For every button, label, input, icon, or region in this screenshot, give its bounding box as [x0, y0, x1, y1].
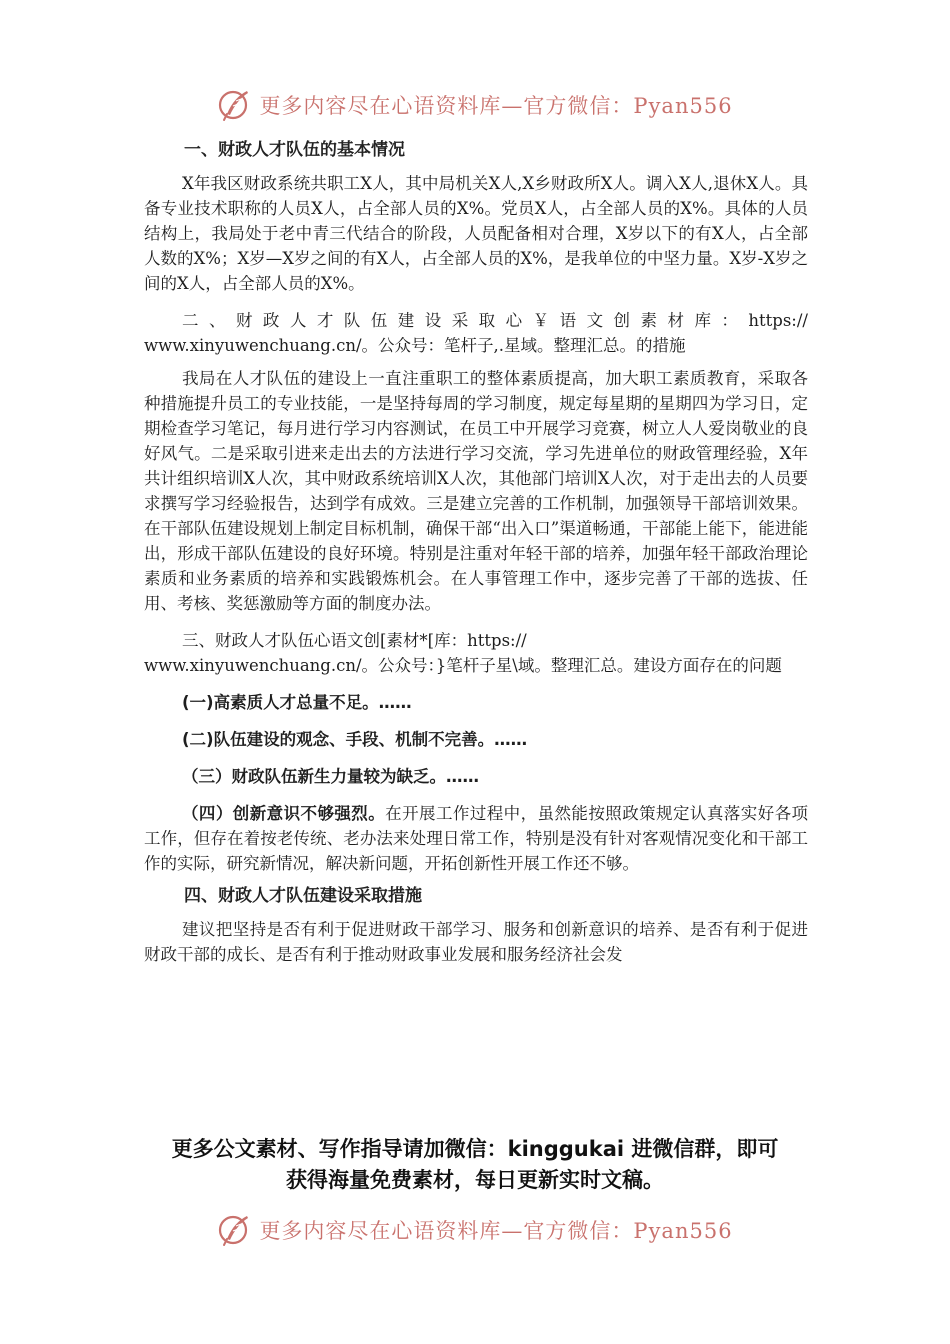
feather-pen-logo-icon: [217, 1212, 253, 1248]
header-banner-text: 更多内容尽在心语资料库—官方微信：Pyan556: [259, 94, 733, 118]
section1-heading: 一、财政人才队伍的基本情况: [184, 140, 405, 160]
section2-heading-line2: www.xinyuwenchuang.cn/。公众号：笔杆子,.星域。整理汇总。的措施: [144, 336, 686, 355]
section4-heading: 四、财政人才队伍建设采取措施: [184, 886, 422, 906]
section3-heading-line2: www.xinyuwenchuang.cn/。公众号：}笔杆子星\域。整理汇总。建设方面存在的问题: [144, 656, 782, 675]
promo-line-2: 获得海量免费素材，每日更新实时文稿。: [286, 1168, 664, 1192]
promo-text: [0, 1134, 950, 1196]
section3-item-2: (二)队伍建设的观念、手段、机制不完善。……: [182, 730, 528, 749]
section3-item-4: （四）创新意识不够强烈。在开展工作过程中，虽然能按照政策规定认真落实好各项工作，但存在着按老传统、老办法来处理日常工作，特别是没有针对客观情况变化和干部工作的实际，研究新情况，解决新问题，开拓创新性开展工作还不够。: [144, 804, 809, 873]
section3-heading-line1: 三、财政人才队伍心语文创[素材*[库：https://: [182, 631, 527, 650]
section1-paragraph: X年我区财政系统共职工X人，其中局机关X人,X乡财政所X人。调入X人,退休X人。具备专业技术职称的人员X人，占全部人员的X%。党员X人，占全部人员的X%。具体的人员结构上，我局处于老中青三代结合的阶段，人员配备相对合理，X岁以下的有X人，占全部人数的X%；X岁—X岁之间的有X人，占全部人员的X%，是我单位的中坚力量。X岁-X岁之间的X人，占全部人员的X%。: [144, 174, 808, 293]
section2-paragraph: 我局在人才队伍的建设上一直注重职工的整体素质提高，加大职工素质教育，采取各种措施提升员工的专业技能，一是坚持每周的学习制度，规定每星期的星期四为学习日，定期检查学习笔记，每月进行学习内容测试，在员工中开展学习竞赛，树立人人爱岗敬业的良好风气。二是采取引进来走出去的方法进行学习交流，学习先进单位的财政管理经验，X年共计组织培训X人次，其中财政系统培训X人次，其他部门培训X人次，对于走出去的人员要求撰写学习经验报告，达到学有成效。三是建立完善的工作机制，加强领导干部培训效果。在干部队伍建设规划上制定目标机制，确保干部“出入口”渠道畅通，干部能上能下，能进能出，形成干部队伍建设的良好环境。特别是注重对年轻干部的培养，加强年轻干部政治理论素质和业务素质的培养和实践锻炼机会。在人事管理工作中，逐步完善了干部的选拔、任用、考核、奖惩激励等方面的制度办法。: [144, 369, 808, 613]
section2-heading-line1: 二、财政人才队伍建设采取心￥语文创素材库：https://: [182, 311, 808, 330]
footer-banner: [0, 1205, 950, 1255]
document-body: [144, 138, 808, 967]
section4-paragraph: 建议把坚持是否有利于促进财政干部学习、服务和创新意识的培养、是否有利于促进财政干部的成长、是否有利于推动财政事业发展和服务经济社会发: [144, 920, 808, 964]
section3-item-1: (一)高素质人才总量不足。……: [182, 693, 412, 712]
footer-banner-text: 更多内容尽在心语资料库—官方微信：Pyan556: [259, 1219, 733, 1243]
section3-item-3: （三）财政队伍新生力量较为缺乏。……: [182, 767, 479, 786]
header-banner: [0, 80, 950, 130]
feather-pen-logo-icon: [217, 87, 253, 123]
promo-line-1: 更多公文素材、写作指导请加微信：kinggukai 进微信群，即可: [171, 1137, 779, 1161]
